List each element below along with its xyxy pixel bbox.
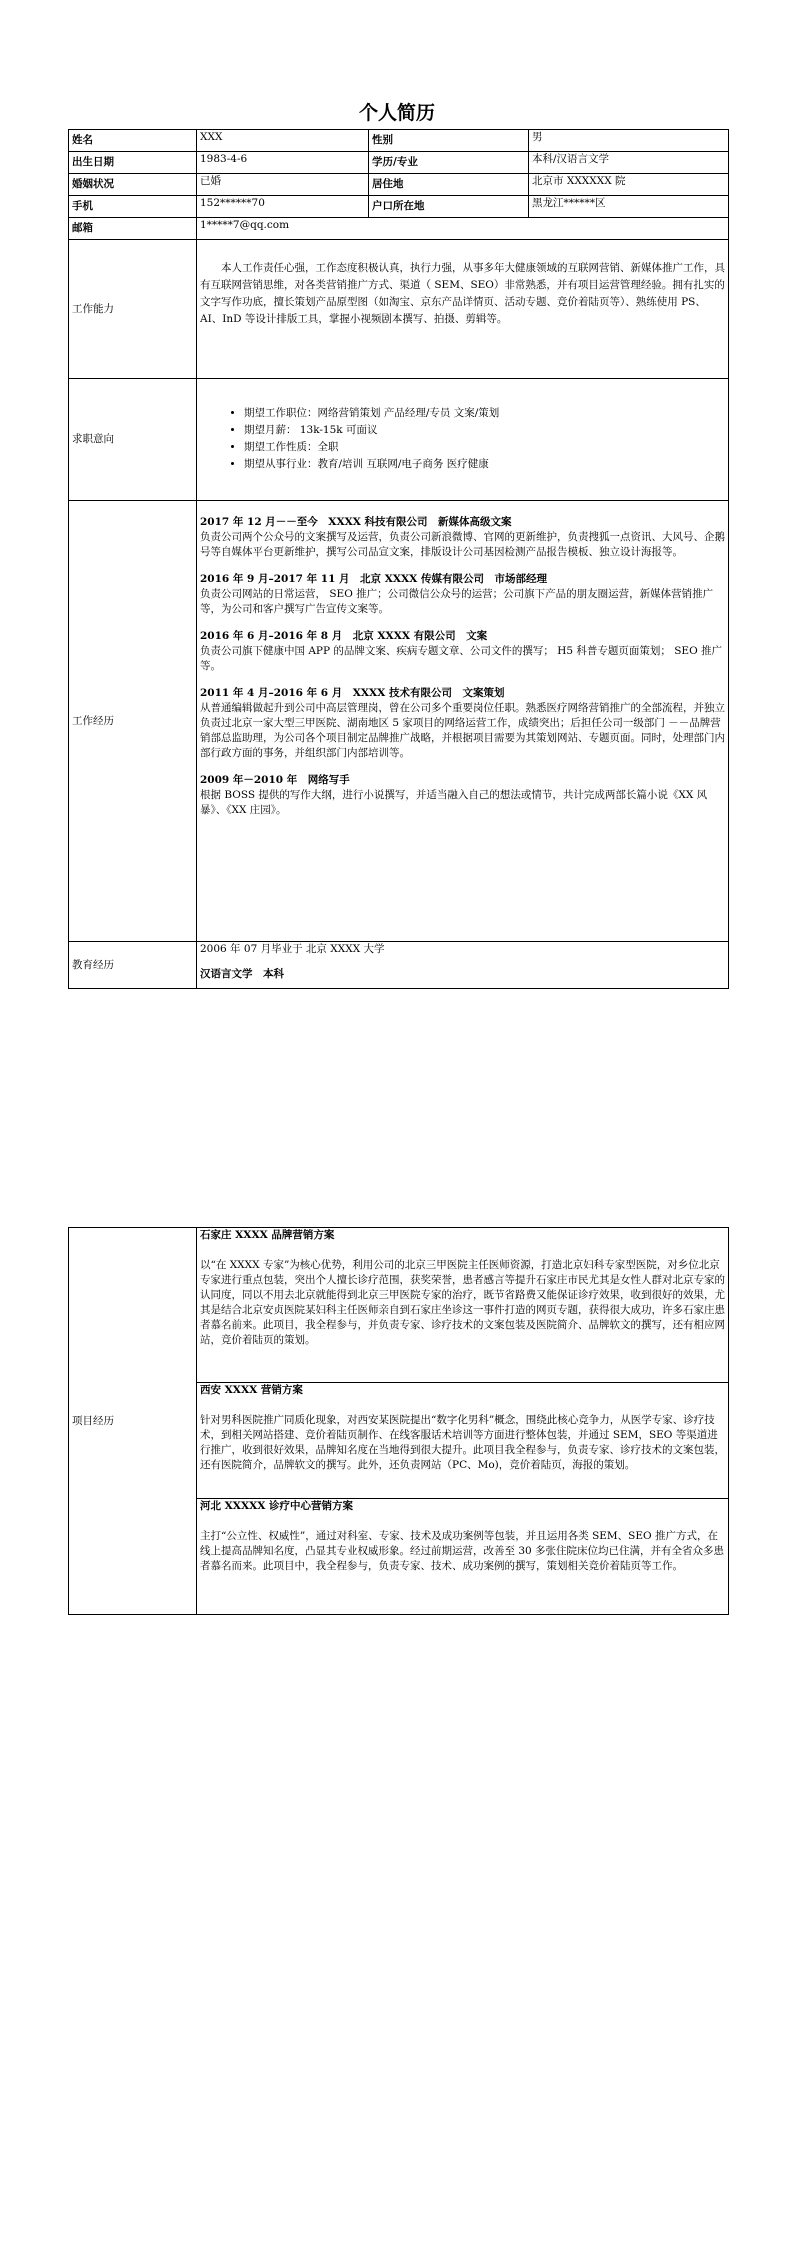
birth-value: 1983-4-6 — [197, 152, 369, 174]
project-cell — [197, 1228, 729, 1383]
intent-cell — [197, 379, 729, 501]
job-entry — [200, 686, 725, 761]
job-title: 2017 年 12 月－－至今 XXXX 科技有限公司 新媒体高级文案 — [200, 516, 512, 528]
experience-row — [69, 501, 729, 942]
phone-value: 152******70 — [197, 196, 369, 218]
project-desc: 针对男科医院推广同质化现象，对西安某医院提出“数字化男科”概念，围绕此核心竞争力，从医学专家、诊疗技术，到相关网站搭建、竞价着陆页制作、在线客服话术培训等方面进行整体包装，并通过 SEM，SEO 等渠道进行推广，收到很好效果，品牌知名度在当地得到很大提升。此项目我全程参与，负责专家、诊疗技术的文案包装，还有医院简介，品牌软文的撰写。此外，还负责网站（PC、Mo)，竞价着陆页，海报的策划。 — [200, 1413, 725, 1471]
job-desc: 根据 BOSS 提供的写作大纲，进行小说撰写，并适当融入自己的想法或情节，共计完成两部长篇小说《XX 风暴》、《XX 庄园》。 — [200, 789, 708, 816]
education-label: 教育经历 — [69, 942, 197, 989]
page-title: 个人简历 — [358, 102, 435, 124]
hukou-value: 黑龙江******区 — [529, 196, 729, 218]
project-cell — [197, 1382, 729, 1499]
education-cell — [197, 942, 729, 989]
intent-list — [200, 405, 725, 473]
intent-item: • 期望从事行业：教育/培训 互联网/电子商务 医疗健康 — [244, 456, 725, 473]
job-desc: 负责公司两个公众号的文案撰写及运营，负责公司新浪微博、官网的更新维护，负责搜狐一点资讯、大风号、企鹅号等自媒体平台更新维护，撰写公司品宣文案，排版设计公司基因检测产品报告模板、独立设计海报等。 — [200, 531, 725, 558]
project-title: 石家庄 XXXX 品牌营销方案 — [200, 1229, 335, 1241]
email-label: 邮箱 — [69, 218, 197, 240]
gender-value: 男 — [529, 130, 729, 152]
job-desc: 负责公司旗下健康中国 APP 的品牌文案、疾病专题文章、公司文件的撰写； H5 科普专题页面策划； SEO 推广等。 — [200, 645, 723, 672]
birth-label: 出生日期 — [69, 152, 197, 174]
info-row-1 — [69, 130, 729, 152]
email-value: 1*****7@qq.com — [197, 218, 729, 240]
ability-cell — [197, 240, 729, 379]
project-desc: 主打“公立性、权威性”，通过对科室、专家、技术及成功案例等包装，并且运用各类 SEM、SEO 推广方式，在线上提高品牌知名度，凸显其专业权威形象。经过前期运营，改善至 30 多张住院床位均已住满，并有全省众多患者慕名而来。此项目中，我全程参与，负责专家、技术、成功案例的撰写，策划相关竞价着陆页等工作。 — [200, 1530, 725, 1573]
experience-cell — [197, 501, 729, 942]
project-table — [68, 1227, 729, 1615]
job-desc: 负责公司网站的日常运营， SEO 推广；公司微信公众号的运营；公司旗下产品的朋友圈运营，新媒体营销推广等，为公司和客户撰写广告宣传文案等。 — [200, 588, 714, 615]
name-label: 姓名 — [69, 130, 197, 152]
hukou-label: 户口所在地 — [369, 196, 529, 218]
projects-label: 项目经历 — [69, 1228, 197, 1615]
job-entry — [200, 572, 725, 617]
job-title: 2016 年 6 月–2016 年 8 月 北京 XXXX 有限公司 文案 — [200, 630, 488, 642]
info-row-3 — [69, 174, 729, 196]
education-line-2: 汉语言文学 本科 — [200, 968, 284, 980]
project-cell — [197, 1499, 729, 1615]
ability-label: 工作能力 — [69, 240, 197, 379]
project-desc: 以“在 XXXX 专家”为核心优势，利用公司的北京三甲医院主任医师资源，打造北京妇科专家型医院，对乡位北京专家进行重点包装，突出个人擅长诊疗范围，获奖荣誉，患者感言等提升石家庄市民尤其是女性人群对北京专家的认同度，同以不用去北京就能得到北京三甲医院专家的治疗，既节省路费又能保证诊疗效果，收到很好的效果，尤其是结合北京安贞医院某妇科主任医师亲自到石家庄坐诊这一事件打造的网页专题，获得很大成功，许多石家庄患者慕名前来。此项目，我全程参与，并负责专家、诊疗技术的文案包装及医院简介、品牌软文的撰写，还有相应网站，竞价着陆页的策划。 — [200, 1259, 725, 1346]
job-entry — [200, 629, 725, 674]
job-entry — [200, 515, 725, 560]
education-row — [69, 942, 729, 989]
ability-text: 本人工作责任心强，工作态度积极认真，执行力强，从事多年大健康领域的互联网营销、新媒体推广工作，具有互联网营销思维，对各类营销推广方式、渠道（ SEM、SEO）非常熟悉，并有项目运营管理经验。拥有扎实的文字写作功底，擅长策划产品原型图（如淘宝、京东产品详情页、活动专题、竞价着陆页等）、熟练使用 PS、AI、InD 等设计排版工具，掌握小视频剧本撰写、拍摄、剪辑等。 — [200, 262, 725, 325]
residence-value: 北京市 XXXXXX 院 — [529, 174, 729, 196]
project-row-1 — [69, 1228, 729, 1383]
marital-value: 已婚 — [197, 174, 369, 196]
intent-label: 求职意向 — [69, 379, 197, 501]
experience-label: 工作经历 — [69, 501, 197, 942]
info-row-4 — [69, 196, 729, 218]
residence-label: 居住地 — [369, 174, 529, 196]
job-title: 2009 年－2010 年 网络写手 — [200, 774, 350, 786]
project-title: 河北 XXXXX 诊疗中心营销方案 — [200, 1500, 354, 1513]
intent-row — [69, 379, 729, 501]
education-line-1: 2006 年 07 月毕业于 北京 XXXX 大学 — [200, 943, 385, 955]
name-value: XXX — [197, 130, 369, 152]
project-title: 西安 XXXX 营销方案 — [200, 1383, 303, 1396]
info-row-5 — [69, 218, 729, 240]
degree-value: 本科/汉语言文学 — [529, 152, 729, 174]
intent-item: • 期望工作职位：网络营销策划 产品经理/专员 文案/策划 — [244, 405, 725, 422]
ability-row — [69, 240, 729, 379]
phone-label: 手机 — [69, 196, 197, 218]
job-entry — [200, 773, 725, 818]
job-title: 2011 年 4 月–2016 年 6 月 XXXX 技术有限公司 文案策划 — [200, 687, 505, 699]
degree-label: 学历/专业 — [369, 152, 529, 174]
intent-item: • 期望月薪： 13k-15k 可面议 — [244, 422, 725, 439]
job-desc: 从普通编辑做起升到公司中高层管理岗，曾在公司多个重要岗位任职。熟悉医疗网络营销推广的全部流程，并独立负责过北京一家大型三甲医院、湖南地区 5 家项目的网络运营工作，成绩突出；后担任公司一级部门 －－品牌营销部总监助理，为公司各个项目制定品牌推广战略，并根据项目需要为其策划网站、专题页面。同时，处理部门内部行政方面的事务，并组织部门内部培训等。 — [200, 702, 725, 759]
job-title: 2016 年 9 月–2017 年 11 月 北京 XXXX 传媒有限公司 市场部经理 — [200, 573, 547, 585]
gender-label: 性别 — [369, 130, 529, 152]
marital-label: 婚姻状况 — [69, 174, 197, 196]
info-row-2 — [69, 152, 729, 174]
intent-item: • 期望工作性质：全职 — [244, 439, 725, 456]
resume-table — [68, 129, 729, 989]
